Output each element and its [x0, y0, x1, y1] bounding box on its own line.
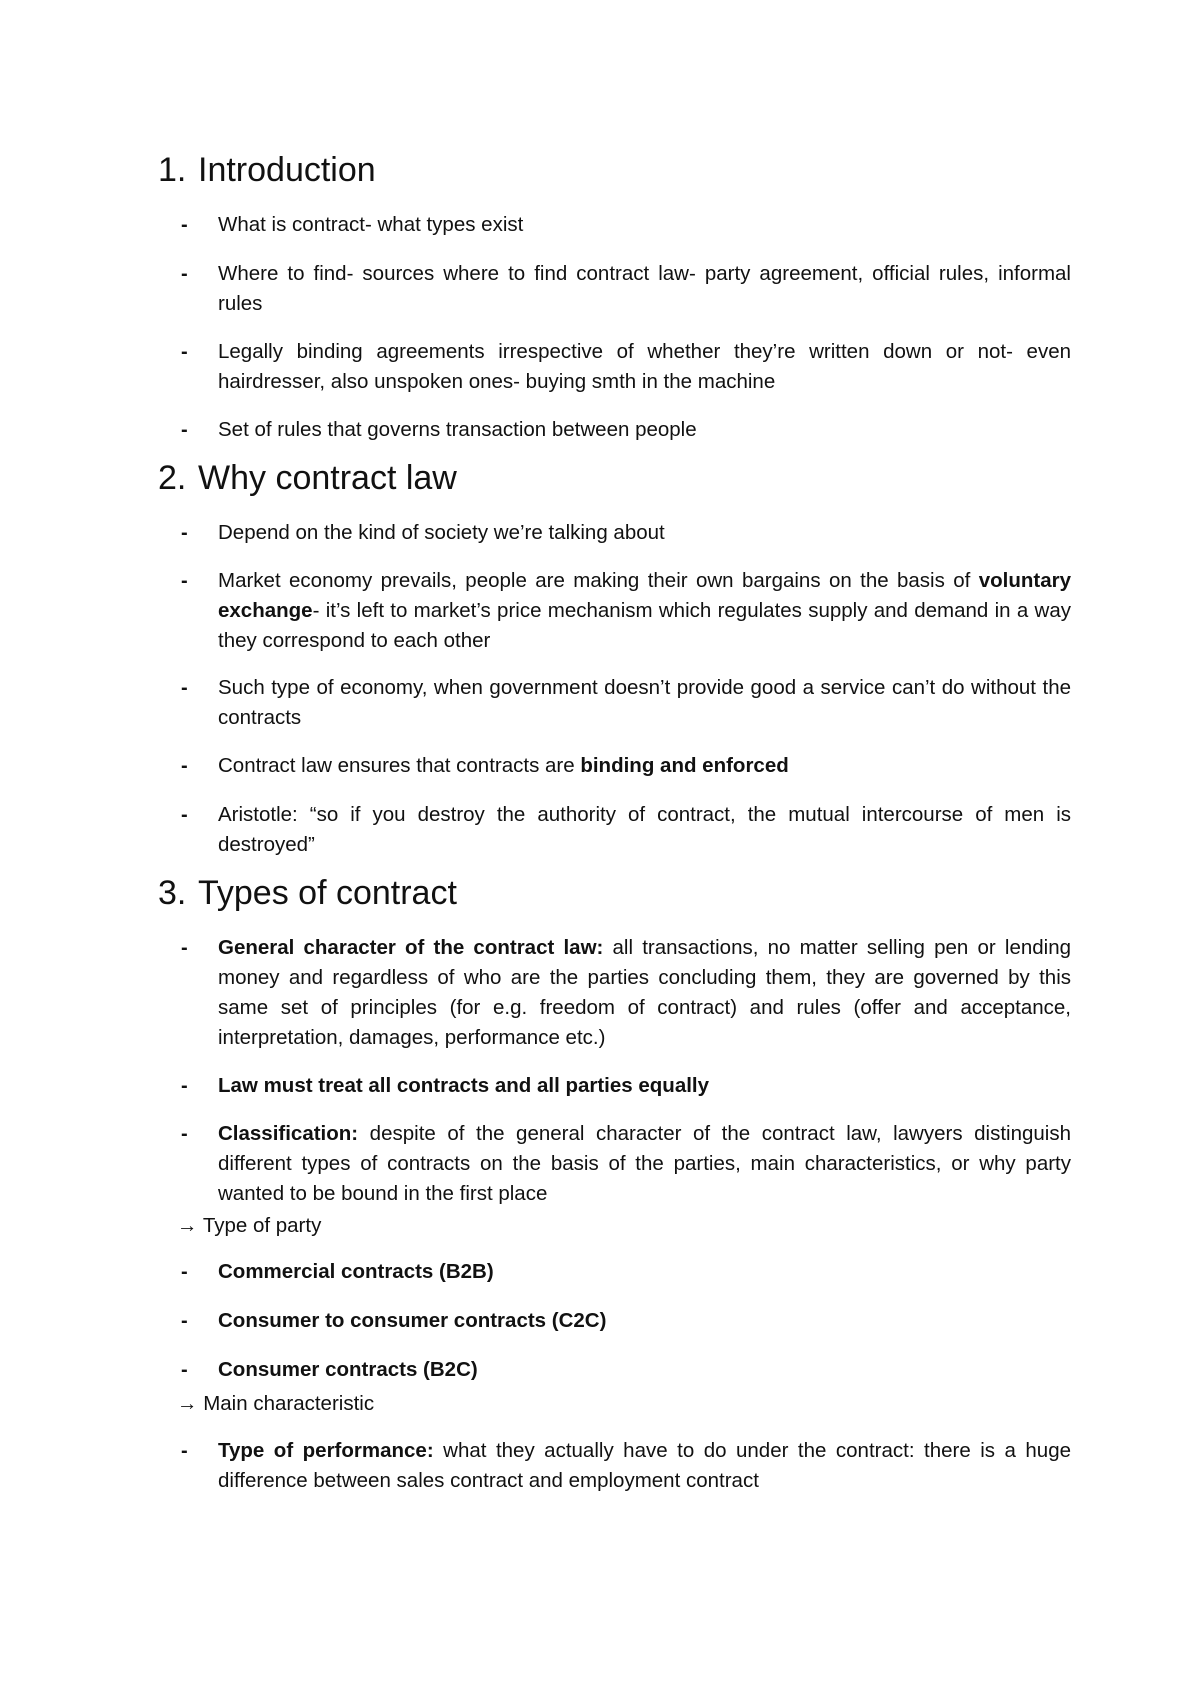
list-item — [181, 337, 1071, 397]
bold-term: Commercial contracts (B2B) — [218, 1260, 494, 1283]
arrow-right-icon: → — [177, 1214, 198, 1237]
section-title: Types of contract — [198, 874, 457, 912]
section-heading-why-contract-law — [158, 458, 457, 498]
list-item-text: What is contract- what types exist — [218, 213, 524, 236]
bullet-dash-icon: - — [181, 804, 188, 826]
section-heading-types-of-contract — [158, 873, 457, 913]
list-item — [181, 1119, 1071, 1209]
list-item-text — [218, 1071, 1071, 1101]
list-item-text: Contract law ensures that contracts are binding and enforced — [218, 754, 789, 777]
bullet-dash-icon: - — [181, 1123, 188, 1145]
bullet-dash-icon: - — [181, 522, 188, 544]
bullet-dash-icon: - — [181, 214, 188, 236]
list-item — [181, 210, 1071, 240]
bullet-dash-icon: - — [181, 263, 188, 285]
list-item — [181, 673, 1071, 733]
bullet-dash-icon: - — [181, 937, 188, 959]
arrow-right-icon: → — [177, 1392, 198, 1415]
list-item-text: Where to find- sources where to find contract law- party agreement, official rules, informal rules — [218, 262, 1071, 315]
section-number: 1. — [158, 151, 187, 189]
section-title: Introduction — [198, 151, 376, 189]
bullet-dash-icon: - — [181, 419, 188, 441]
list-item-text: Market economy prevails, people are making their own bargains on the basis of voluntary exchange- it’s left to market’s price mechanism which regulates supply and demand in a way they correspond to each other — [218, 569, 1071, 652]
bullet-dash-icon: - — [181, 1310, 188, 1332]
list-item-text: Legally binding agreements irrespective of whether they’re written down or not- even hairdresser, also unspoken ones- buying smth in the machine — [218, 340, 1071, 393]
list-item-text: Aristotle: “so if you destroy the authority of contract, the mutual intercourse of men is destroyed” — [218, 803, 1071, 856]
bold-term: voluntary exchange — [218, 569, 1071, 622]
section-title: Why contract law — [198, 459, 457, 497]
bold-term: Consumer to consumer contracts (C2C) — [218, 1309, 607, 1332]
bullet-dash-icon: - — [181, 1359, 188, 1381]
subheading-text: Type of party — [202, 1214, 322, 1237]
list-item-text — [218, 1306, 1071, 1336]
subheading-text: Main characteristic — [203, 1392, 375, 1415]
bold-term: Type of performance: — [218, 1439, 434, 1462]
list-item — [181, 933, 1071, 1053]
list-item — [181, 751, 1071, 781]
section-heading-introduction — [158, 150, 376, 190]
list-item — [181, 1436, 1071, 1496]
list-item-text: Depend on the kind of society we’re talking about — [218, 521, 665, 544]
bold-term: Classification: — [218, 1122, 359, 1145]
bold-term: General character of the contract law: — [218, 936, 604, 959]
bullet-dash-icon: - — [181, 1261, 188, 1283]
list-item — [181, 1257, 1071, 1287]
list-item-text — [218, 1355, 1071, 1385]
list-item-text: Set of rules that governs transaction between people — [218, 418, 697, 441]
subheading-main-characteristic — [177, 1389, 374, 1419]
bold-term: Consumer contracts (B2C) — [218, 1358, 478, 1381]
list-item-text: Type of performance: what they actually have to do under the contract: there is a huge difference between sales contract and employment contract — [218, 1439, 1071, 1492]
list-item — [181, 1071, 1071, 1101]
bullet-dash-icon: - — [181, 677, 188, 699]
subheading-type-of-party — [177, 1211, 321, 1241]
list-item — [181, 1355, 1071, 1385]
bold-term: Law must treat all contracts and all parties equally — [218, 1074, 710, 1097]
list-item-text: Such type of economy, when government doesn’t provide good a service can’t do without the contracts — [218, 676, 1071, 729]
list-item — [181, 415, 1071, 445]
list-item-text: General character of the contract law: all transactions, no matter selling pen or lending money and regardless of who are the parties concluding them, they are governed by this same set of principles (for e.g. freedom of contract) and rules (offer and acceptance, interpretation, damages, performance etc.) — [218, 936, 1072, 1049]
list-item-text: Classification: despite of the general character of the contract law, lawyers distinguish different types of contracts on the basis of the parties, main characteristics, or why party wanted to be bound in the first place — [218, 1122, 1071, 1205]
list-item — [181, 518, 1071, 548]
list-item — [181, 1306, 1071, 1336]
bullet-dash-icon: - — [181, 1075, 188, 1097]
bold-term: binding and enforced — [580, 754, 789, 777]
section-number: 3. — [158, 874, 187, 912]
list-item — [181, 800, 1071, 860]
section-number: 2. — [158, 459, 187, 497]
bullet-dash-icon: - — [181, 755, 188, 777]
bullet-dash-icon: - — [181, 1440, 188, 1462]
list-item — [181, 566, 1071, 656]
bullet-dash-icon: - — [181, 570, 188, 592]
list-item-text — [218, 1257, 1071, 1287]
list-item — [181, 259, 1071, 319]
bullet-dash-icon: - — [181, 341, 188, 363]
